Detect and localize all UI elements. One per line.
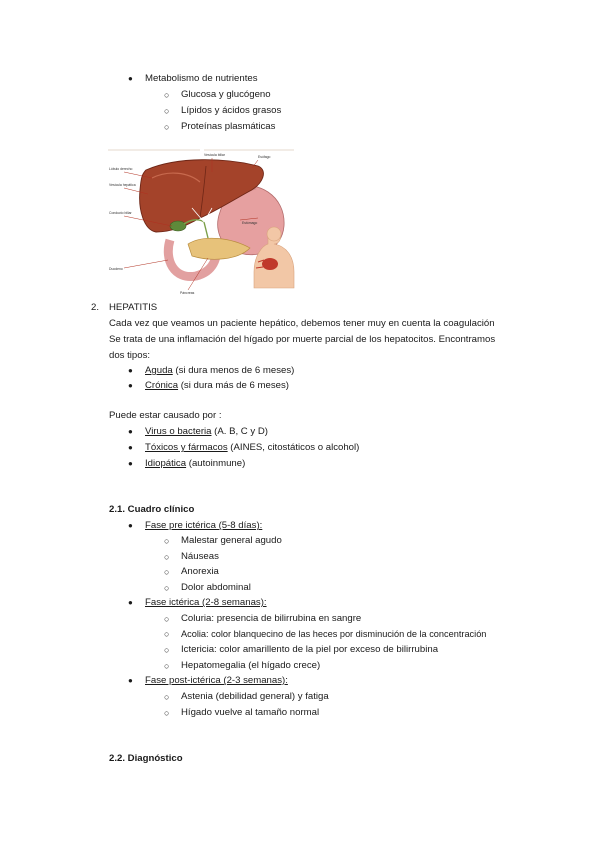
intro-subitem: Glucosa y glucógeno <box>181 89 271 100</box>
bullet-dot: ● <box>128 521 133 530</box>
type-item <box>145 380 289 392</box>
gallbladder-shape <box>170 221 186 231</box>
cause-desc: (autoinmune) <box>186 458 246 469</box>
type-desc: (si dura más de 6 meses) <box>178 380 289 391</box>
label-lobulo-derecho: Lóbulo derecho <box>109 167 133 171</box>
bullet-dot: ● <box>128 381 133 390</box>
cause-term: Tóxicos y fármacos <box>145 442 228 453</box>
sub-bullet: ○ <box>164 106 170 116</box>
section-number: 2. <box>91 302 100 313</box>
liver-anatomy-figure <box>108 148 298 295</box>
label-estomago: Estómago <box>242 221 258 225</box>
phase-title: Fase pre ictérica (5-8 días): <box>145 520 263 531</box>
label-pancreas: Páncreas <box>180 291 195 295</box>
paragraph: dos tipos: <box>109 350 151 361</box>
intro-bullet: Metabolismo de nutrientes <box>145 73 258 84</box>
sub-bullet: ○ <box>164 552 170 562</box>
cause-item <box>145 458 245 470</box>
causes-intro: Puede estar causado por : <box>109 410 222 421</box>
symptom-item: Coluria: presencia de bilirrubina en sangre <box>181 613 362 624</box>
bile-duct-shape <box>184 220 208 238</box>
sub-bullet: ○ <box>164 90 170 100</box>
leader-line <box>124 260 168 268</box>
symptom-item: Ictericia: color amarillento de la piel por exceso de bilirrubina <box>181 644 439 655</box>
label-esofago: Esófago <box>258 155 271 159</box>
sub-bullet: ○ <box>164 122 170 132</box>
cause-desc: (A. B, C y D) <box>211 426 268 437</box>
symptom-item: Hígado vuelve al tamaño normal <box>181 707 320 718</box>
bullet-dot: ● <box>128 598 133 607</box>
cause-term: Virus o bacteria <box>145 426 212 437</box>
paragraph: Cada vez que veamos un paciente hepático, debemos tener muy en cuenta la coagulación <box>109 318 495 329</box>
sub-bullet: ○ <box>164 614 170 624</box>
cause-desc: (AINES, citostáticos o alcohol) <box>227 442 360 453</box>
bullet-dot: ● <box>128 366 133 375</box>
intro-subitem: Proteínas plasmáticas <box>181 121 276 132</box>
sub-bullet: ○ <box>164 583 170 593</box>
symptom-item: Dolor abdominal <box>181 582 251 593</box>
cause-item <box>145 442 359 454</box>
type-term: Aguda <box>145 365 173 376</box>
sub-bullet: ○ <box>164 692 170 702</box>
bullet-dot: ● <box>128 676 133 685</box>
sub-bullet: ○ <box>164 708 170 718</box>
subsection-heading: 2.1. Cuadro clínico <box>109 504 195 515</box>
sub-bullet: ○ <box>164 536 170 546</box>
bullet-dot: ● <box>128 427 133 436</box>
intro-subitem: Lípidos y ácidos grasos <box>181 105 282 116</box>
organ-inset <box>262 258 278 270</box>
symptom-item: Malestar general agudo <box>181 535 282 546</box>
type-term: Crónica <box>145 380 179 391</box>
section-title: HEPATITIS <box>109 302 158 313</box>
symptom-item: Acolia: color blanquecino de las heces por disminución de la concentración <box>181 629 487 639</box>
paragraph: Se trata de una inflamación del hígado por muerte parcial de los hepatocitos. Encontramos <box>109 334 496 345</box>
sub-bullet: ○ <box>164 629 170 639</box>
phase-title: Fase ictérica (2-8 semanas): <box>145 597 267 608</box>
label-duodeno: Duodeno <box>109 267 123 271</box>
symptom-item: Astenia (debilidad general) y fatiga <box>181 691 329 702</box>
sub-bullet: ○ <box>164 661 170 671</box>
symptom-item: Náuseas <box>181 551 219 562</box>
sub-bullet: ○ <box>164 645 170 655</box>
label-vesicula-biliar: Vesícula biliar <box>204 153 225 157</box>
cause-item <box>145 426 268 438</box>
symptom-item: Anorexia <box>181 566 219 577</box>
bullet-dot: ● <box>128 74 133 83</box>
type-item <box>145 365 294 377</box>
bullet-dot: ● <box>128 443 133 452</box>
sub-bullet: ○ <box>164 567 170 577</box>
phase-title: Fase post-ictérica (2-3 semanas): <box>145 675 288 686</box>
label-vesicula-hepatica: Vesícula hepática <box>109 183 136 187</box>
symptom-item: Hepatomegalia (el hígado crece) <box>181 660 321 671</box>
bullet-dot: ● <box>128 459 133 468</box>
subsection-heading: 2.2. Diagnóstico <box>109 753 183 764</box>
type-desc: (si dura menos de 6 meses) <box>172 365 295 376</box>
head-silhouette <box>267 227 281 241</box>
label-conducto-biliar: Conducto biliar <box>109 211 132 215</box>
cause-term: Idiopática <box>145 458 187 469</box>
